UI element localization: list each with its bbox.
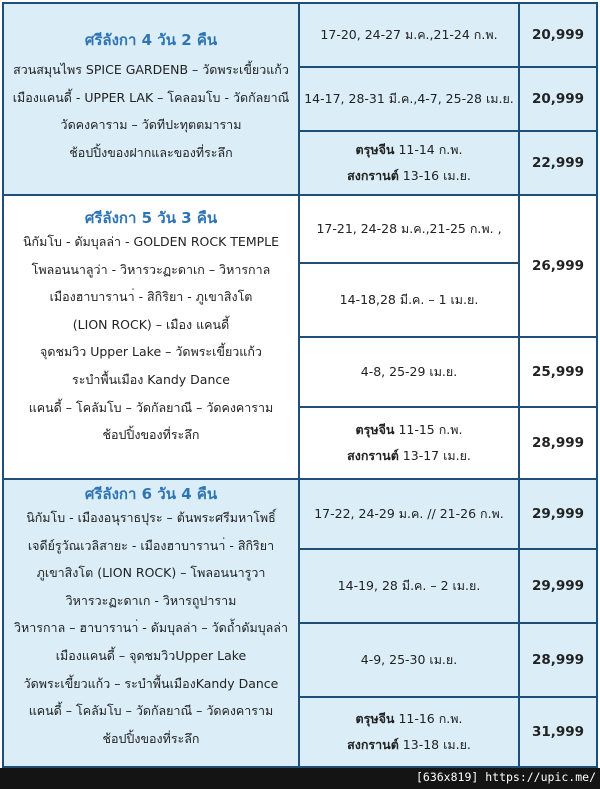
watermark-strip <box>0 768 600 789</box>
route-line: ช้อปปิ้งของที่ระลึก <box>102 730 200 746</box>
travel-dates: 4-8, 25-29 เม.ย. <box>360 364 458 379</box>
holiday-dates <box>347 443 471 469</box>
holiday-dates <box>347 163 471 189</box>
holiday-dates <box>356 706 463 732</box>
price-cell <box>518 2 598 68</box>
travel-dates: 17-21, 24-28 ม.ค.,21-25 ก.พ. , <box>316 221 502 236</box>
route-line: เมืองแคนดี้ - UPPER LAK – โคลอมโบ - วัดกัลยาณี <box>12 89 290 105</box>
travel-dates: 17-20, 24-27 ม.ค.,21-24 ก.พ. <box>320 27 498 42</box>
date-cell <box>298 130 520 196</box>
package-title: ศรีลังกา 4 วัน 2 คืน <box>84 31 218 49</box>
route-line: ภูเขาสิงโต (LION ROCK) – โพลอนนารูวา <box>36 565 266 581</box>
route-line: จุดชมวิว Upper Lake – วัดพระเขี้ยวแก้ว <box>40 344 262 360</box>
price-cell <box>518 696 598 768</box>
route-line: เมืองฮาบารานา่ - สิกิริยา - ภูเขาสิงโต <box>49 289 253 305</box>
holiday-date-range: 11-14 ก.พ. <box>398 142 463 157</box>
route-line: เจดีย์รูวัณเวลิสายะ - เมืองฮาบารานา่ - สิกิริยา <box>27 537 275 553</box>
date-cell <box>298 478 520 550</box>
price: 22,999 <box>531 155 585 171</box>
date-cell <box>298 622 520 698</box>
route-line: แคนดี้ – โคลัมโบ – วัดกัลยาณี – วัดคงคาราม <box>28 399 274 415</box>
route-line: วิหารวะฏะดาเก - วิหารถูปาราม <box>65 592 237 608</box>
price: 28,999 <box>531 652 585 668</box>
holiday-date-range: 11-15 ก.พ. <box>398 422 463 437</box>
price-cell <box>518 406 598 480</box>
route-line: สวนสมุนไพร SPICE GARDENB – วัดพระเขี้ยวแก้ว <box>13 62 289 77</box>
date-cell <box>298 406 520 480</box>
travel-dates: 14-19, 28 มี.ค. – 2 เม.ย. <box>337 578 481 593</box>
holiday-dates <box>356 417 463 443</box>
route-line: ระบำพื้นเมือง Kandy Dance <box>72 371 230 387</box>
date-cell <box>298 2 520 68</box>
price-cell <box>518 478 598 550</box>
package-title: ศรีลังกา 5 วัน 3 คืน <box>84 209 218 227</box>
price-cell <box>518 548 598 624</box>
price-cell <box>518 66 598 132</box>
holiday-date-range: 13-16 เม.ย. <box>402 168 471 183</box>
holiday-date-range: 11-16 ก.พ. <box>398 711 463 726</box>
holiday-name: สงกรานต์ <box>347 168 399 183</box>
price: 31,999 <box>531 724 585 740</box>
route-line: วัดคงคาราม – วัดทีปะทุตตมาราม <box>60 117 242 133</box>
travel-dates: 4-9, 25-30 เม.ย. <box>360 652 458 667</box>
holiday-name: ตรุษจีน <box>355 142 395 157</box>
price: 20,999 <box>531 91 585 107</box>
travel-dates: 14-18,28 มี.ค. – 1 เม.ย. <box>339 292 479 307</box>
price-cell <box>518 622 598 698</box>
price-cell <box>518 336 598 408</box>
route-line: ช้อปปิ้งของฝากและของที่ระลึก <box>69 144 233 160</box>
package-cell <box>2 2 300 196</box>
holiday-date-range: 13-18 เม.ย. <box>402 737 471 752</box>
route-line: เมืองแคนดี้ – จุดชมวิวUpper Lake <box>55 647 247 663</box>
route-line: ช้อปปิ้งของที่ระลึก <box>102 427 200 443</box>
price: 29,999 <box>531 578 585 594</box>
route-line: (LION ROCK) – เมือง แคนดี้ <box>72 316 230 332</box>
route-line: วัดพระเขี้ยวแก้ว – ระบำพื้นเมืองKandy Dance <box>23 675 279 691</box>
price: 29,999 <box>531 506 585 522</box>
package-cell <box>2 478 300 768</box>
date-cell <box>298 194 520 264</box>
travel-dates: 17-22, 24-29 ม.ค. // 21-26 ก.พ. <box>314 506 504 521</box>
date-cell <box>298 696 520 768</box>
price-cell <box>518 194 598 338</box>
holiday-name: ตรุษจีน <box>355 711 395 726</box>
price: 26,999 <box>531 258 585 274</box>
date-cell <box>298 548 520 624</box>
watermark-text: [636x819] https://upic.me/ <box>415 770 596 784</box>
price: 25,999 <box>531 364 585 380</box>
package-title: ศรีลังกา 6 วัน 4 คืน <box>84 485 218 503</box>
route-line: วิหารกาล – ฮาบารานา่ - ดัมบุลล่า – วัดถ้ำดัมบุลล่า <box>14 620 288 636</box>
price-cell <box>518 130 598 196</box>
route-line: นิกัมโบ - เมืองอนุราธปุระ – ต้นพระศรีมหาโพธิ์ <box>26 510 276 525</box>
holiday-date-range: 13-17 เม.ย. <box>402 448 471 463</box>
holiday-dates <box>347 732 471 758</box>
date-cell <box>298 66 520 132</box>
holiday-name: ตรุษจีน <box>355 422 395 437</box>
holiday-dates <box>356 137 463 163</box>
route-line: นิกัมโบ - ดัมบุลล่า - GOLDEN ROCK TEMPLE <box>22 234 280 249</box>
price: 28,999 <box>531 435 585 451</box>
date-cell <box>298 336 520 408</box>
travel-dates: 14-17, 28-31 มี.ค.,4-7, 25-28 เม.ย. <box>304 91 514 106</box>
date-cell <box>298 262 520 338</box>
holiday-name: สงกรานต์ <box>347 737 399 752</box>
holiday-name: สงกรานต์ <box>347 448 399 463</box>
price: 20,999 <box>531 27 585 43</box>
package-cell <box>2 194 300 480</box>
route-line: แคนดี้ – โคลัมโบ – วัดกัลยาณี – วัดคงคาราม <box>28 703 274 719</box>
route-line: โพลอนนาลูว่า - วิหารวะฏะดาเก – วิหารกาล <box>31 261 271 277</box>
